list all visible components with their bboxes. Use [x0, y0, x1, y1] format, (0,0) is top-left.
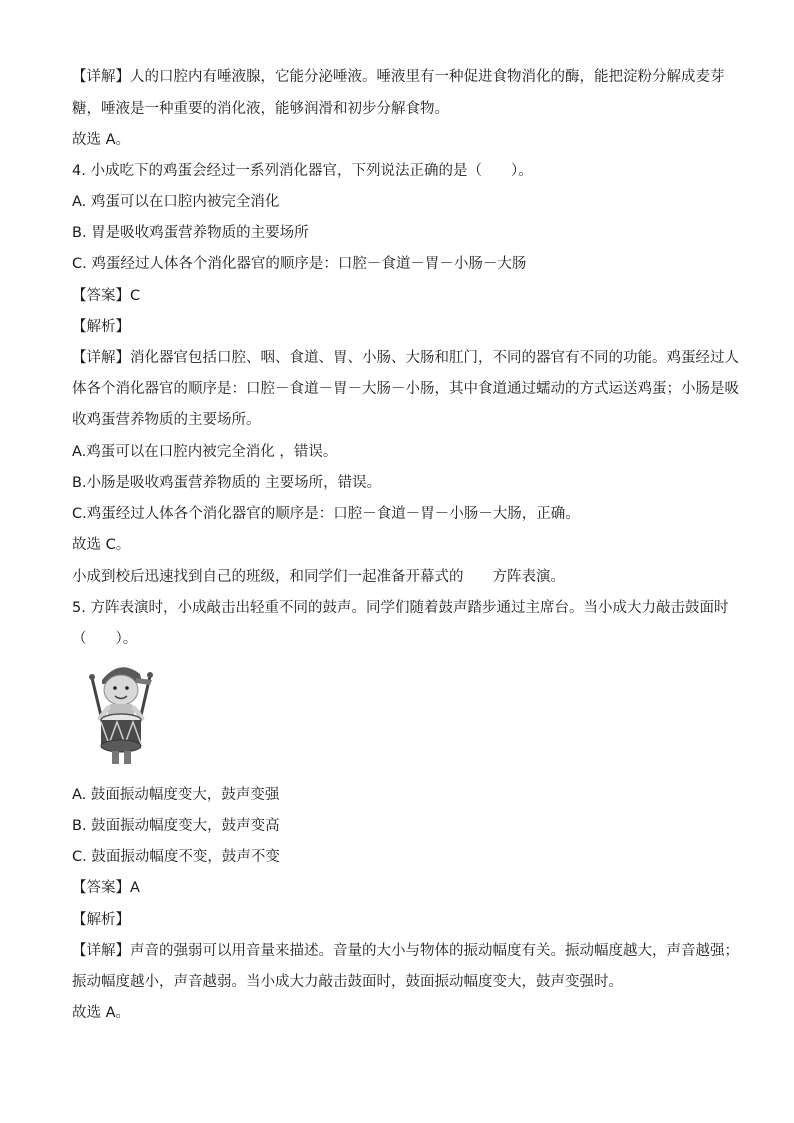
- boy-drummer-illustration: [82, 658, 162, 768]
- answer-label: 【答案】A: [72, 880, 140, 896]
- question-5-stem: 5. 方阵表演时，小成敲击出轻重不同的鼓声。同学们随着鼓声踏步通过主席台。当小成大力敲击鼓面时: [72, 600, 729, 616]
- explanation-text: 【详解】声音的强弱可以用音量来描述。音量的大小与物体的振动幅度有关。振动幅度越大，声音越强；: [72, 943, 739, 959]
- explanation-text: 【详解】消化器官包括口腔、咽、食道、胃、小肠、大肠和肛门，不同的器官有不同的功能。鸡蛋经过人: [72, 350, 739, 366]
- question-4-option-b: B. 胃是吸收鸡蛋营养物质的主要场所: [72, 225, 309, 241]
- question-5-option-a: A. 鼓面振动幅度变大，鼓声变强: [72, 787, 280, 803]
- explanation-text: 体各个消化器官的顺序是：口腔－食道－胃－大肠－小肠，其中食道通过蠕动的方式运送鸡蛋；小肠是吸: [72, 381, 739, 397]
- option-analysis: C.鸡蛋经过人体各个消化器官的顺序是：口腔－食道－胃－小肠－大肠，正确。: [72, 506, 580, 522]
- option-analysis: A.鸡蛋可以在口腔内被完全消化 ，错误。: [72, 444, 338, 460]
- option-analysis: B.小肠是吸收鸡蛋营养物质的 主要场所，错误。: [72, 475, 382, 491]
- question-5-option-c: C. 鼓面振动幅度不变，鼓声不变: [72, 849, 280, 865]
- analysis-label: 【解析】: [72, 912, 130, 928]
- choice-answer-text: 故选 A。: [72, 1005, 131, 1021]
- question-5-stem: （ ）。: [72, 631, 138, 647]
- explanation-text: 【详解】人的口腔内有唾液腺，它能分泌唾液。唾液里有一种促进食物消化的酶，能把淀粉分解成麦芽: [72, 69, 725, 85]
- choice-answer-text: 故选 A。: [72, 132, 131, 148]
- answer-label: 【答案】C: [72, 288, 141, 304]
- context-text: 小成到校后迅速找到自己的班级，和同学们一起准备开幕式的 方阵表演。: [72, 569, 565, 585]
- explanation-text: 收鸡蛋营养物质的主要场所。: [72, 412, 261, 428]
- explanation-text: 糖，唾液是一种重要的消化液，能够润滑和初步分解食物。: [72, 101, 449, 117]
- question-4-option-a: A. 鸡蛋可以在口腔内被完全消化: [72, 194, 280, 210]
- choice-answer-text: 故选 C。: [72, 537, 131, 553]
- explanation-text: 振动幅度越小，声音越弱。当小成大力敲击鼓面时，鼓面振动幅度变大，鼓声变强时。: [72, 974, 623, 990]
- analysis-label: 【解析】: [72, 319, 130, 335]
- question-4-stem: 4. 小成吃下的鸡蛋会经过一系列消化器官，下列说法正确的是（ ）。: [72, 163, 533, 179]
- question-5-option-b: B. 鼓面振动幅度变大，鼓声变高: [72, 818, 280, 834]
- question-4-option-c: C. 鸡蛋经过人体各个消化器官的顺序是：口腔－食道－胃－小肠－大肠: [72, 256, 527, 272]
